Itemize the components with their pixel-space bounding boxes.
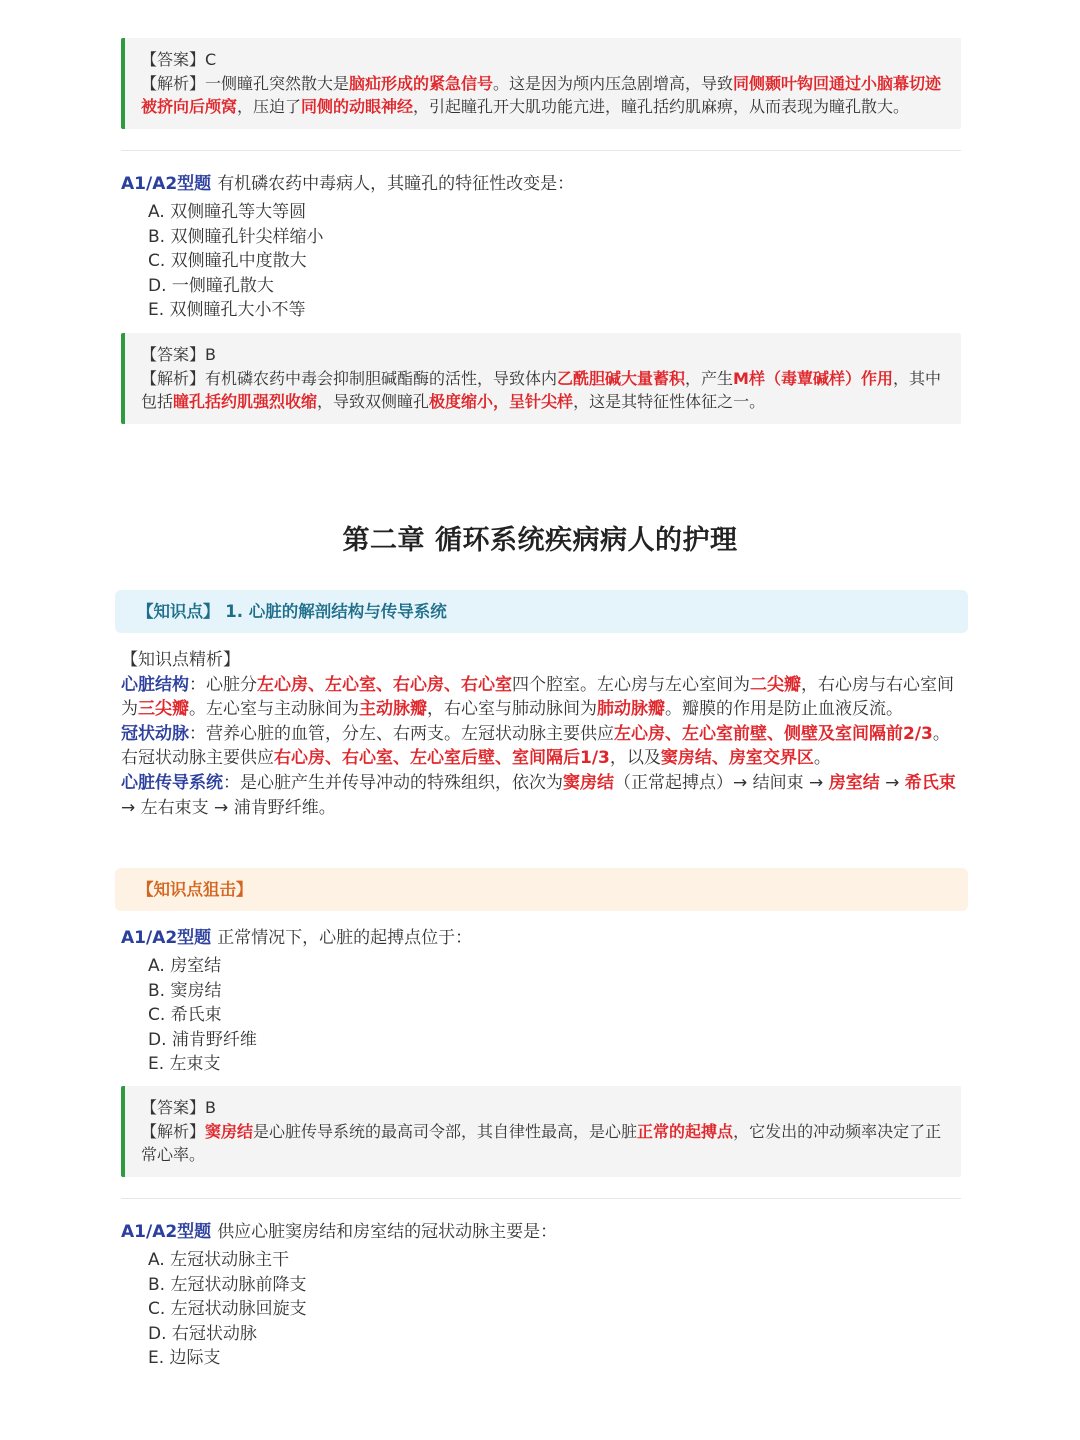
option-d[interactable]: D. 右冠状动脉 bbox=[148, 1323, 257, 1344]
text-segment: ，它发出的冲动频率决定了正常心率。 bbox=[141, 1121, 942, 1164]
text-segment: ，这是其特征性体征之一。 bbox=[573, 392, 766, 411]
option-a[interactable]: A. 房室结 bbox=[148, 956, 222, 976]
text-segment: → 左右束支 → 浦肯野纤维。 bbox=[121, 797, 336, 818]
highlight-text: 脑疝形成的紧急信号 bbox=[349, 73, 494, 93]
paragraph-coronary-artery bbox=[121, 722, 961, 771]
paragraph-heart-structure bbox=[121, 673, 961, 722]
highlight-text: M样（毒蕈碱样）作用 bbox=[733, 368, 893, 388]
term-label: 心脏结构 bbox=[121, 674, 189, 695]
option-e[interactable]: E. 边际支 bbox=[148, 1348, 221, 1369]
text-segment: 。右冠状动脉主要供应 bbox=[121, 723, 950, 769]
option-c[interactable]: C. 双侧瞳孔中度散大 bbox=[148, 251, 307, 272]
question-text: 正常情况下，心脏的起搏点位于： bbox=[217, 928, 473, 948]
text-segment: （正常起搏点）→ 结间束 → bbox=[614, 772, 829, 793]
explanation-text bbox=[141, 72, 945, 119]
text-segment: ，其中包括 bbox=[141, 368, 941, 411]
question-stem bbox=[121, 171, 961, 197]
option-c[interactable]: C. 左冠状动脉回旋支 bbox=[148, 1299, 307, 1320]
knowledge-heading: 【知识点精析】 bbox=[121, 650, 240, 670]
text-segment: 【解析】一侧瞳孔突然散大是 bbox=[141, 73, 350, 93]
question-type-label: A1/A2型题 bbox=[121, 928, 212, 948]
highlight-text: 窦房结 bbox=[563, 772, 614, 793]
answer-box-1 bbox=[121, 38, 961, 129]
option-a[interactable]: A. 双侧瞳孔等大等圆 bbox=[148, 202, 307, 222]
highlight-text: 希氏束 bbox=[904, 772, 956, 793]
text-segment: ，产生 bbox=[685, 368, 734, 388]
highlight-text: 左心房、左心室前壁、侧壁及室间隔前2/3 bbox=[614, 723, 933, 744]
option-e[interactable]: E. 左束支 bbox=[148, 1054, 221, 1075]
highlight-text: 瞳孔括约肌强烈收缩 bbox=[173, 392, 318, 411]
highlight-text: 房室结 bbox=[828, 772, 880, 793]
text-segment: ，以及 bbox=[609, 748, 661, 769]
answer-box-2 bbox=[121, 333, 961, 424]
highlight-text: 左心房、左心室、右心房、右心室 bbox=[257, 674, 512, 695]
highlight-text: 同侧颞叶钩回通过小脑幕切迹被挤向后颅窝 bbox=[141, 73, 942, 116]
text-segment: ：营养心脏的血管，分左、右两支。左冠状动脉主要供应 bbox=[189, 723, 614, 744]
text-segment: 。这是因为颅内压急剧增高，导致 bbox=[493, 73, 734, 93]
text-segment: 。瓣膜的作用是防止血液反流。 bbox=[665, 699, 903, 720]
text-segment: ：是心脏产生并传导冲动的特殊组织，依次为 bbox=[223, 772, 563, 793]
text-segment: 【解析】有机磷农药中毒会抑制胆碱酯酶的活性，导致体内 bbox=[141, 368, 558, 388]
option-e[interactable]: E. 双侧瞳孔大小不等 bbox=[148, 300, 306, 321]
chapter-title: 第二章 循环系统疾病病人的护理 bbox=[342, 525, 738, 556]
text-segment: ，右心室与肺动脉间为 bbox=[427, 699, 597, 720]
explanation-text bbox=[141, 1120, 945, 1167]
highlight-text: 窦房结、房室交界区 bbox=[660, 748, 814, 769]
option-d[interactable]: D. 一侧瞳孔散大 bbox=[148, 275, 274, 296]
highlight-text: 主动脉瓣 bbox=[359, 699, 427, 720]
question-stem bbox=[121, 925, 961, 951]
text-segment: ，导致双侧瞳孔 bbox=[317, 392, 430, 411]
option-a[interactable]: A. 左冠状动脉主干 bbox=[148, 1250, 290, 1270]
highlight-text: 二尖瓣 bbox=[750, 674, 801, 695]
highlight-text: 乙酰胆碱大量蓄积 bbox=[557, 368, 686, 388]
question-2 bbox=[121, 925, 961, 1077]
options-list bbox=[148, 200, 961, 323]
question-type-label: A1/A2型题 bbox=[121, 174, 212, 194]
question-3 bbox=[121, 1219, 961, 1371]
text-segment: ，引起瞳孔开大肌功能亢进，瞳孔括约肌麻痹，从而表现为瞳孔散大。 bbox=[413, 97, 910, 116]
option-b[interactable]: B. 窦房结 bbox=[148, 980, 222, 1001]
options-list bbox=[148, 1248, 961, 1371]
explanation-text bbox=[141, 367, 945, 414]
highlight-text: 右心房、右心室、左心室后壁、室间隔后1/3 bbox=[274, 748, 610, 769]
term-label: 冠状动脉 bbox=[121, 723, 189, 744]
option-c[interactable]: C. 希氏束 bbox=[148, 1005, 222, 1026]
text-segment: 。 bbox=[813, 748, 831, 769]
paragraph-conduction-system bbox=[121, 771, 961, 820]
text-segment: 【解析】 bbox=[141, 1121, 206, 1141]
highlight-text: 极度缩小，呈针尖样 bbox=[429, 392, 574, 411]
option-b[interactable]: B. 左冠状动脉前降支 bbox=[148, 1274, 307, 1295]
question-stem bbox=[121, 1219, 961, 1245]
sniper-banner: 【知识点狙击】 bbox=[115, 868, 968, 911]
divider bbox=[121, 1198, 961, 1199]
text-segment: ，右心房与右心室间为 bbox=[121, 674, 954, 720]
highlight-text: 同侧的动眼神经 bbox=[301, 97, 414, 116]
knowledge-point-body bbox=[121, 648, 961, 820]
answer-box-3 bbox=[121, 1086, 961, 1177]
highlight-text: 肺动脉瓣 bbox=[597, 699, 665, 720]
text-segment: 。左心室与主动脉间为 bbox=[189, 699, 359, 720]
text-segment: 是心脏传导系统的最高司令部，其自律性最高，是心脏 bbox=[253, 1121, 638, 1141]
highlight-text: 正常的起搏点 bbox=[637, 1121, 734, 1141]
option-b[interactable]: B. 双侧瞳孔针尖样缩小 bbox=[148, 226, 324, 247]
answer-label: 【答案】B bbox=[141, 345, 216, 364]
question-type-label: A1/A2型题 bbox=[121, 1222, 212, 1242]
options-list bbox=[148, 954, 961, 1077]
option-d[interactable]: D. 浦肯野纤维 bbox=[148, 1029, 257, 1050]
text-segment: ，压迫了 bbox=[237, 97, 302, 116]
highlight-text: 三尖瓣 bbox=[138, 699, 189, 720]
question-1 bbox=[121, 171, 961, 323]
highlight-text: 窦房结 bbox=[205, 1121, 254, 1141]
knowledge-point-banner: 【知识点】 1. 心脏的解剖结构与传导系统 bbox=[115, 590, 968, 633]
text-segment: ：心脏分 bbox=[189, 674, 257, 695]
term-label: 心脏传导系统 bbox=[121, 772, 223, 793]
answer-label: 【答案】C bbox=[141, 50, 217, 69]
question-text: 供应心脏窦房结和房室结的冠状动脉主要是： bbox=[217, 1222, 558, 1242]
text-segment: → bbox=[879, 772, 905, 793]
answer-label: 【答案】B bbox=[141, 1098, 216, 1117]
question-text: 有机磷农药中毒病人，其瞳孔的特征性改变是： bbox=[217, 174, 575, 194]
text-segment: 四个腔室。左心房与左心室间为 bbox=[512, 674, 750, 695]
divider bbox=[121, 150, 961, 151]
